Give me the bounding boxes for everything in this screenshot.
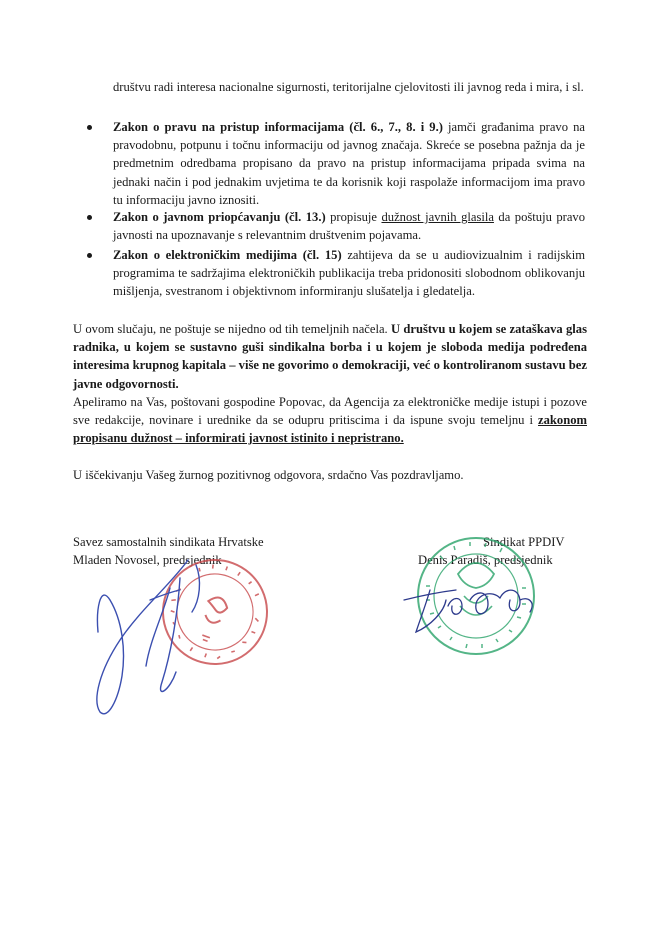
law-description: jamči građanima pravo na pravodobnu, potpunu i točnu informaciju od javnog značaja. Skreće se posebna pažnja da je predmetnim odredbama propisano da pravo na pristup informacijama pripada svima na jednaki način i pod jednakim uvjetima te da korisnik koji raspolaže informacijom ima pravo tu informaciju javno iznositi.	[113, 120, 586, 207]
law-description: propisuje	[325, 210, 382, 224]
left-signature-organization: Savez samostalnih sindikata Hrvatske	[73, 535, 264, 549]
law-title: Zakon o javnom priopćavanju (čl. 13.)	[113, 210, 326, 224]
law-description: zahtijeva da se u audiovizualnim i radijskim programima te sadržajima elektroničkih publikacija treba pridonositi slobodnom oblikovanju mišljenja, svestranom i objektivnom informiranju slušatelja i gledatelja.	[113, 248, 585, 299]
underlined-phrase: dužnost javnih glasila	[381, 210, 494, 224]
law-description: da poštuju pravo javnosti na upoznavanje s relevantnim društvenim pojavama.	[113, 210, 586, 243]
paragraph-plain-text: Apeliramo na Vas, poštovani gospodine Popovac, da Agencija za elektroničke medije istupi i pozove sve redakcije, novinare i urednike da se odupru pritiscima i da ispune svoju temeljnu i	[73, 395, 587, 428]
paragraph-bold-text: U društvu u kojem se zataškava glas radnika, u kojem se sustavno guši sindikalna borba i u kojem je sloboda medija podređena interesima krupnog kapitala – više ne govorimo o demokraciji, već o kontroliranom sustavu bez javne odgovornosti.	[73, 322, 587, 391]
intro-continuation-text: društvu radi interesa nacionalne sigurnosti, teritorijalne cjelovitosti ili javnog reda i mira, i sl.	[113, 80, 584, 94]
left-signature-scribble	[97, 560, 200, 714]
right-signature-organization: Sindikat PPDIV	[483, 535, 565, 549]
right-signature-person: Denis Paradiš, predsjednik	[418, 553, 553, 567]
paragraph-bold-underlined-text: zakonom propisanu dužnost – informirati javnost istinito i nepristrano.	[73, 413, 587, 446]
law-title: Zakon o pravu na pristup informacijama (čl. 6., 7., 8. i 9.)	[113, 120, 443, 134]
paragraph-plain-text: U ovom slučaju, ne poštuje se nijedno od tih temeljnih načela.	[73, 322, 391, 336]
right-signature-scribble	[404, 590, 532, 632]
left-signature-person: Mladen Novosel, predsjednik	[73, 553, 222, 567]
law-title: Zakon o elektroničkim medijima (čl. 15)	[113, 248, 342, 262]
right-union-stamp	[418, 538, 534, 654]
closing-text: U iščekivanju Vašeg žurnog pozitivnog odgovora, srdačno Vas pozdravljamo.	[73, 468, 464, 482]
